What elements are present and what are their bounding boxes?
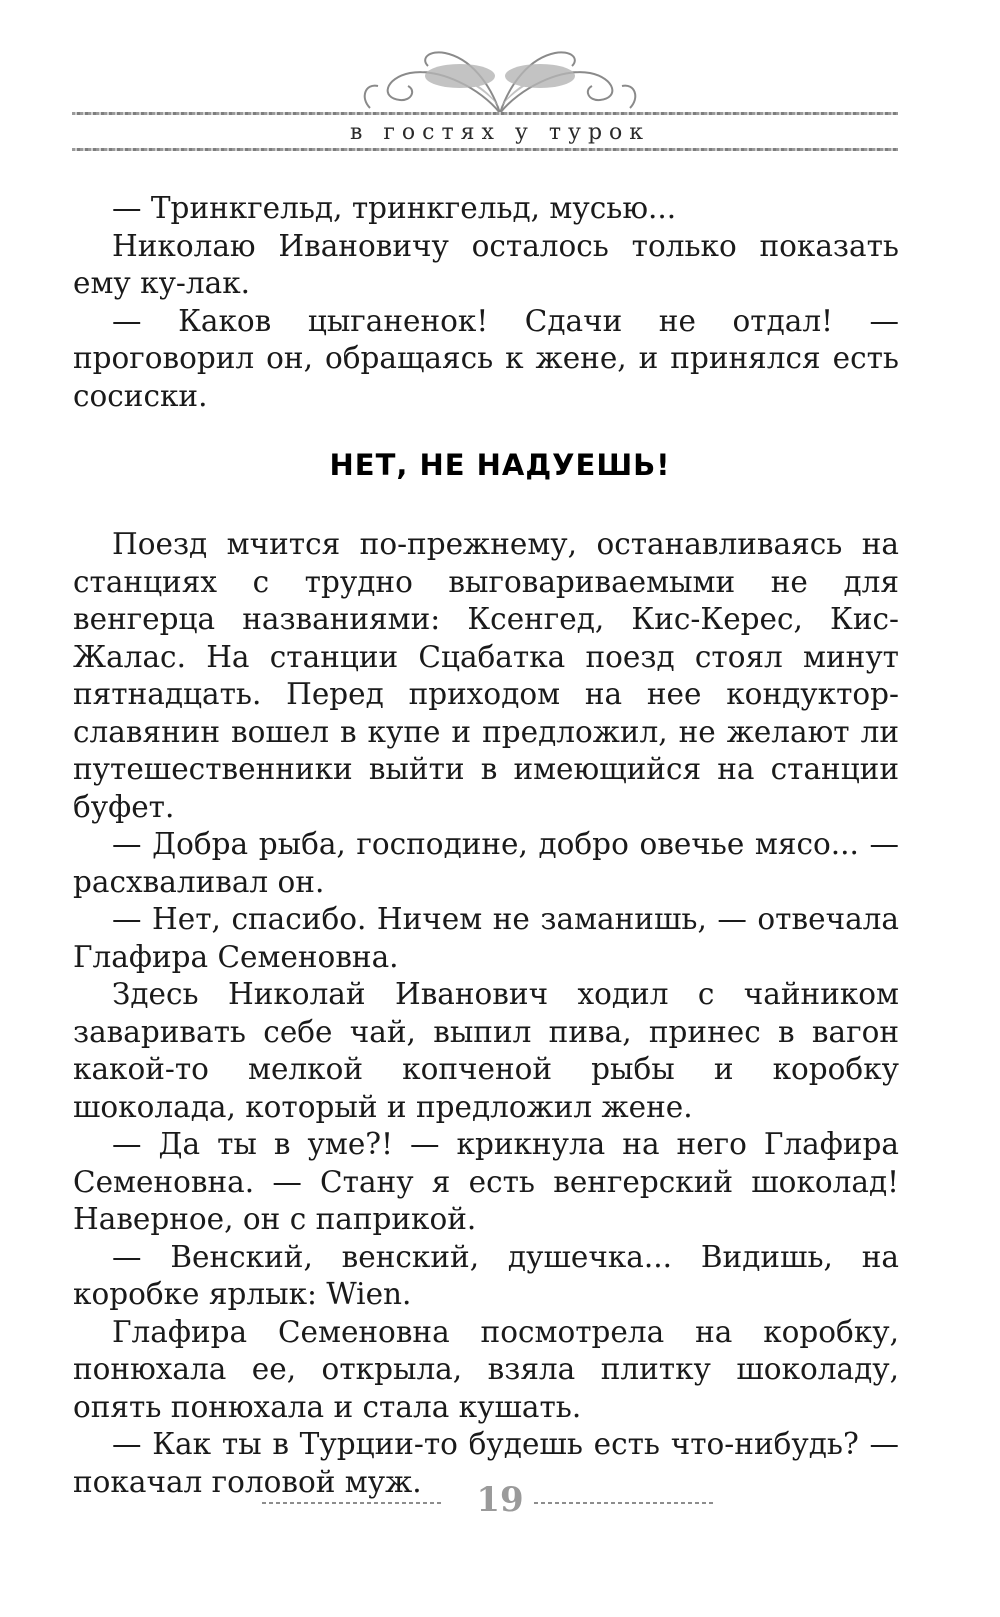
chapter-text xyxy=(73,526,899,1501)
paragraph: — Каков цыганенок! Сдачи не отдал! — проговорил он, обращаясь к жене, и принялся есть сосиски. xyxy=(73,303,899,413)
paragraph: Здесь Николай Иванович ходил с чайником заваривать себе чай, выпил пива, принес в вагон какой-то мелкой копченой рыбы и коробку шоколада, который и предложил жене. xyxy=(73,977,899,1124)
running-title: в гостях у турок xyxy=(349,120,651,145)
paragraph: — Тринкгельд, тринкгельд, мусью... xyxy=(112,191,677,225)
paragraph: — Добра рыба, господине, добро овечье мясо... — расхваливал он. xyxy=(73,827,899,899)
page-number: 19 xyxy=(476,1480,524,1520)
paragraph: — Да ты в уме?! — крикнула на него Глафира Семеновна. — Стану я есть венгерский шоколад! Наверное, он с паприкой. xyxy=(73,1127,899,1236)
chapter-title: НЕТ, НЕ НАДУЕШЬ! xyxy=(329,448,671,482)
paragraph: — Нет, спасибо. Ничем не заманишь, — отвечала Глафира Семеновна. xyxy=(73,902,899,974)
header-rule-bottom xyxy=(72,148,898,151)
footer-rule-right xyxy=(534,1502,714,1504)
paragraph: Николаю Ивановичу осталось только показать ему ку-лак. xyxy=(73,228,899,300)
header-rule-top xyxy=(72,112,898,115)
paragraph: Поезд мчится по-прежнему, останавливаясь на станциях с трудно выговариваемыми не для венгерца названиями: Ксенгед, Кис-Керес, Кис-Жалас. На станции Сцабатка поезд стоял минут пятнадцать. Перед приходом на нее кондуктор-славянин вошел в купе и предложил, не желают ли путешественники выйти в имеющийся на станции буфет. xyxy=(73,527,899,824)
footer-rule-left xyxy=(262,1502,444,1504)
ornament-icon xyxy=(350,28,650,118)
paragraph: — Как ты в Турции-то будешь есть что-нибудь? — покачал головой муж. xyxy=(73,1427,899,1499)
page-footer xyxy=(0,1480,1000,1520)
previous-section-text xyxy=(73,190,899,415)
paragraph: — Венский, венский, душечка... Видишь, на коробке ярлык: Wien. xyxy=(73,1239,899,1311)
paragraph: Глафира Семеновна посмотрела на коробку, понюхала ее, открыла, взяла плитку шоколаду, опять понюхала и стала кушать. xyxy=(73,1314,899,1424)
page-header xyxy=(0,0,1000,160)
